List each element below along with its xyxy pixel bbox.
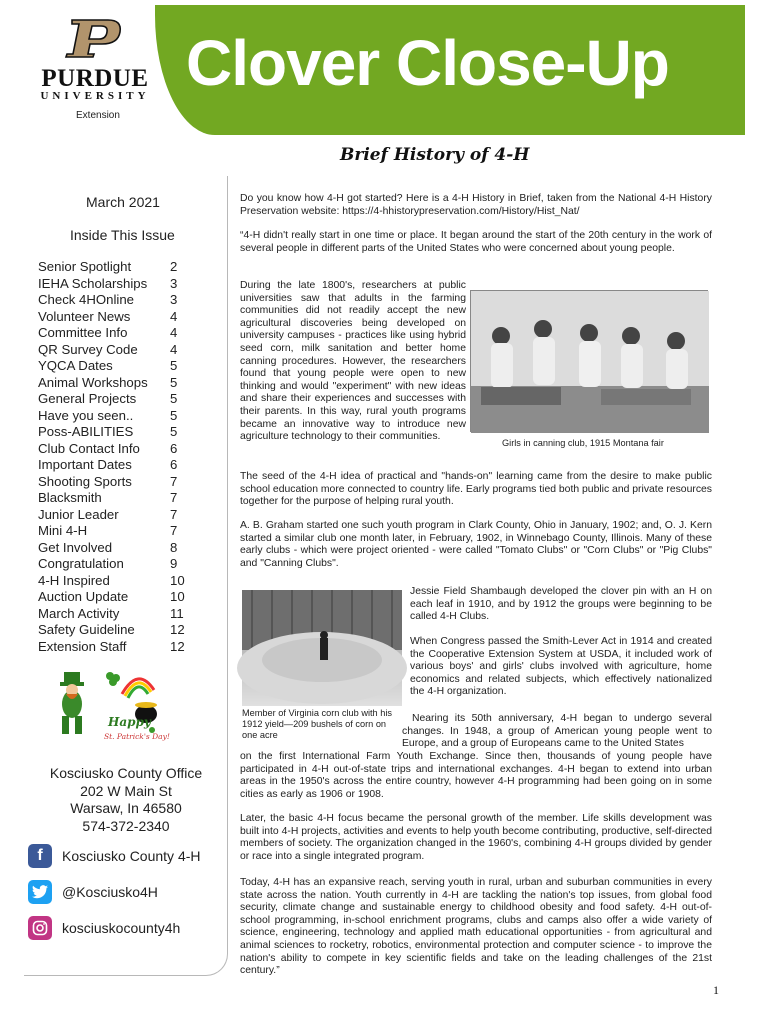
logo-extension: Extension	[76, 110, 120, 121]
facebook-link[interactable]	[28, 844, 228, 868]
article-paragraph: The seed of the 4-H idea of practical and "hands-on" learning came from the desire to make public school education more connected to country life. Early programs tied both public and private resources together for the purpose of helping rural youth.	[240, 471, 712, 508]
newsletter-title: Clover Close-Up	[186, 27, 669, 99]
toc-page: 6	[170, 440, 178, 456]
toc-page: 4	[170, 325, 178, 340]
toc-page: 5	[170, 358, 178, 373]
photo-caption: Girls in canning club, 1915 Montana fair	[502, 438, 664, 448]
article-paragraph: During the late 1800's, researchers at public universities saw that adults in the farming communities did not readily accept the new agricultural discoveries being developed on university campuses - practices like using hybrid seed corn, milk sanitation and better home canning procedures. However, the researchers found that young people were open to new thinking and would "experiment" with new ideas and share their experiences and successes with their parents. In this way, rural youth programs became an innovative way to introduce new agriculture technology to their communities.	[240, 280, 466, 443]
toc-page: 9	[170, 556, 178, 571]
toc-label: Poss-ABILITIES	[38, 424, 134, 439]
toc-item	[38, 292, 188, 309]
toc-label: Check 4HOnline	[38, 292, 135, 307]
instagram-handle: kosciuskocounty4h	[62, 920, 181, 936]
toc-label: IEHA Scholarships	[38, 275, 148, 291]
toc-page: 4	[170, 308, 178, 324]
toc-page: 6	[170, 457, 178, 472]
toc-label: General Projects	[38, 391, 137, 406]
toc-item	[38, 325, 188, 342]
facebook-icon: f	[28, 844, 52, 868]
toc-label: Auction Update	[38, 589, 129, 604]
toc-item	[38, 342, 188, 359]
toc-item	[38, 457, 188, 474]
toc-item	[38, 573, 188, 590]
photo-caption: Member of Virginia corn club with his 1912 yield—209 bushels of corn on one acre	[242, 708, 392, 740]
twitter-handle: @Kosciusko4H	[62, 884, 158, 900]
st-patricks-leprechaun-icon	[50, 664, 170, 754]
toc-item	[38, 474, 188, 491]
article-paragraph: When Congress passed the Smith-Lever Act in 1914 and created the Cooperative Extension System at USDA, it included work of various boys' and girls' clubs involved with agriculture, home economics and related subjects, which effectively nationalized the 4-H organization.	[410, 636, 712, 698]
toc-item	[38, 358, 188, 375]
toc-page: 7	[170, 473, 178, 489]
toc-page: 12	[170, 638, 185, 654]
happy-text: Happy	[108, 715, 151, 729]
instagram-icon	[28, 916, 52, 940]
article-paragraph: Nearing its 50th anniversary, 4-H began to undergo several changes. In 1948, a group of American young people went to Europe, and a group of Europeans came to the United States	[402, 713, 712, 750]
twitter-link[interactable]	[28, 880, 228, 904]
toc-item	[38, 589, 188, 606]
toc-page: 5	[170, 374, 178, 390]
toc-label: Shooting Sports	[38, 473, 132, 489]
toc-page: 5	[170, 407, 178, 423]
toc-page: 3	[170, 292, 178, 307]
toc-label: Blacksmith	[38, 490, 102, 505]
article-paragraph: Today, 4-H has an expansive reach, serving youth in rural, urban and suburban communities in every state across the nation. Youth currently in 4-H are tackling the nation's top issues, from global food security, climate change and sustainable energy to childhood obesity and food safety. 4-H out-of-school programming, in-school enrichment programs, clubs and camps also offer a wide variety of science, engineering, technology and applied math educational opportunities - from agricultural and animal sciences to rocketry, robotics, environmental protection and computer science - to improve the nation's ability to compete in key scientific fields and take on the leading challenges of the 21st century.”	[240, 877, 712, 977]
toc-item	[38, 375, 188, 392]
toc-page: 7	[170, 506, 178, 522]
toc-label: Get Involved	[38, 539, 113, 555]
office-phone: 574-372-2340	[82, 817, 170, 834]
purdue-p-icon	[64, 18, 126, 58]
toc-item	[38, 259, 188, 276]
canning-club-photo	[470, 290, 708, 432]
toc-page: 10	[170, 572, 185, 588]
toc-page: 11	[170, 605, 184, 621]
section-title: Brief History of 4-H	[340, 145, 530, 165]
article-paragraph: Jessie Field Shambaugh developed the clover pin with an H on each leaf in 1910, and by 1912 the groups were beginning to be called 4-H Clubs.	[410, 586, 712, 623]
toc-label: Extension Staff	[38, 638, 127, 654]
toc-item	[38, 424, 188, 441]
office-street: 202 W Main St	[80, 782, 172, 799]
toc-label: Volunteer News	[38, 308, 131, 324]
toc-item	[38, 622, 188, 639]
office-name: Kosciusko County Office	[49, 765, 203, 781]
toc-item	[38, 639, 188, 656]
toc-label: YQCA Dates	[38, 358, 113, 373]
issue-date: March 2021	[86, 194, 160, 210]
st-patricks-text: St. Patrick's Day!	[104, 732, 170, 741]
toc-page: 12	[170, 622, 185, 637]
toc-page: 3	[170, 275, 178, 291]
inside-issue-heading: Inside This Issue	[70, 227, 175, 243]
toc-item	[38, 309, 188, 326]
toc-label: Important Dates	[38, 457, 132, 472]
toc-page: 4	[170, 341, 178, 357]
toc-page: 10	[170, 589, 185, 604]
toc-item	[38, 441, 188, 458]
toc-item	[38, 408, 188, 425]
toc-label: QR Survey Code	[38, 341, 138, 357]
twitter-bird-icon	[28, 880, 52, 904]
toc-label: 4-H Inspired	[38, 572, 110, 588]
article-paragraph: on the first International Farm Youth Exchange. Since then, thousands of young people have participated in 4-H out-of-state trips and international exchanges. 4-H began to extend into urban areas in the 1950's across the entire country, however 4-H programming had been going on in some cities as early as 1906 or 1908.	[240, 751, 712, 800]
toc-page: 2	[170, 259, 178, 274]
table-of-contents	[38, 259, 188, 655]
article-intro: Do you know how 4-H got started? Here is a 4-H History in Brief, taken from the National 4-H History Preservation website: https://4-hhistorypreservation.com/History/Hist_Nat/	[240, 193, 712, 217]
toc-page: 5	[170, 424, 178, 439]
toc-page: 7	[170, 490, 178, 505]
toc-item	[38, 540, 188, 557]
toc-item	[38, 276, 188, 293]
article-paragraph: Later, the basic 4-H focus became the personal growth of the member. Life skills development was built into 4-H projects, activities and events to help youth become contributing, productive, self-directed members of society. The organization changed in the 1960's, combining 4-H groups divided by gender or race into a single integrated program.	[240, 813, 712, 862]
toc-page: 5	[170, 391, 178, 406]
corn-club-photo	[242, 590, 402, 706]
toc-item	[38, 490, 188, 507]
office-city: Warsaw, In 46580	[70, 800, 182, 816]
toc-page: 8	[170, 539, 178, 555]
toc-label: Junior Leader	[38, 506, 119, 522]
toc-item	[38, 523, 188, 540]
toc-label: March Activity	[38, 605, 120, 621]
toc-page: 7	[170, 523, 178, 538]
toc-item	[38, 606, 188, 623]
purdue-logo	[36, 18, 154, 102]
county-office-address	[34, 765, 218, 835]
toc-label: Safety Guideline	[38, 622, 135, 637]
toc-label: Animal Workshops	[38, 374, 148, 390]
toc-item	[38, 507, 188, 524]
logo-university: UNIVERSITY	[40, 90, 150, 102]
article-paragraph: “4-H didn't really start in one time or place. It began around the start of the 20th century in the work of several people in different parts of the United States who were concerned about young people.	[240, 230, 712, 254]
page-number: 1	[713, 983, 719, 997]
toc-item	[38, 391, 188, 408]
toc-label: Club Contact Info	[38, 440, 140, 456]
logo-name: PURDUE	[41, 65, 149, 92]
article-paragraph: A. B. Graham started one such youth program in Clark County, Ohio in January, 1902; and, O. J. Kern started a similar club one month later, in February, 1902, in Winnebago County, Illinois. Many of these early clubs - which were project oriented - were called "Tomato Clubs" or "Corn Clubs" or "Pig Clubs" and "Canning Clubs".	[240, 520, 712, 569]
toc-label: Senior Spotlight	[38, 259, 132, 274]
toc-label: Mini 4-H	[38, 523, 88, 538]
toc-item	[38, 556, 188, 573]
toc-label: Committee Info	[38, 325, 128, 340]
facebook-handle: Kosciusko County 4-H	[62, 848, 201, 864]
toc-label: Have you seen..	[38, 407, 134, 423]
toc-label: Congratulation	[38, 556, 124, 571]
instagram-link[interactable]	[28, 916, 228, 940]
